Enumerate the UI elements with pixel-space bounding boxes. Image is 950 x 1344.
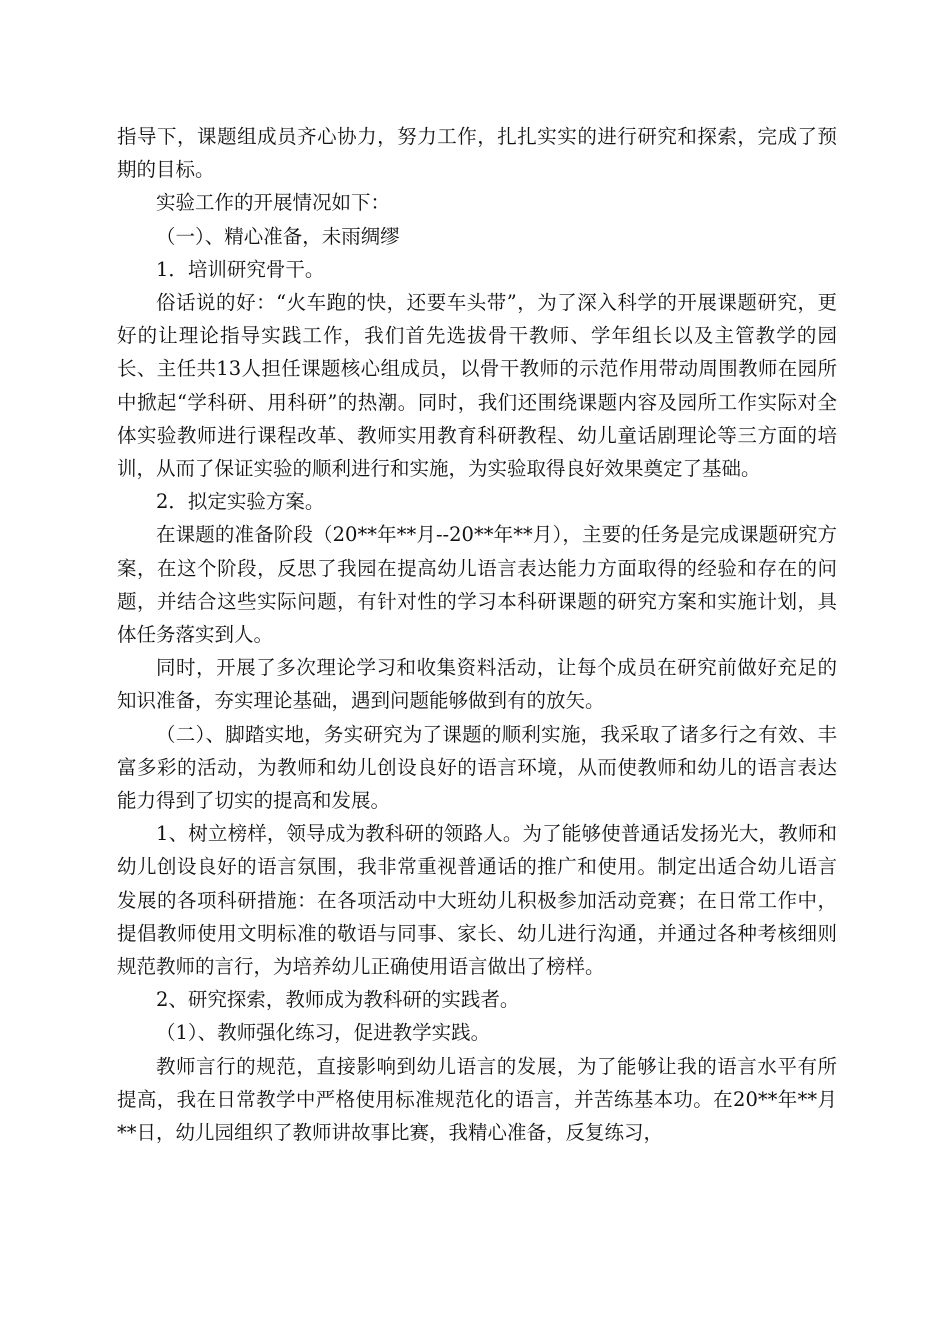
paragraph-theory: 同时，开展了多次理论学习和收集资料活动，让每个成员在研究前做好充足的知识准备，夯实理论基础，遇到问题能够做到有的放矢。 <box>117 656 837 713</box>
paragraph-practice: 教师言行的规范，直接影响到幼儿语言的发展，为了能够让我的语言水平有所提高，我在日常教学中严格使用标准规范化的语言，并苦练基本功。在20**年**月**日，幼儿园组织了教师讲故事比赛，我精心准备，反复练习， <box>117 1054 837 1145</box>
paragraph-training: 俗话说的好：“火车跑的快，还要车头带”，为了深入科学的开展课题研究，更好的让理论指导实践工作，我们首先选拔骨干教师、学年组长以及主管教学的园长、主任共13人担任课题核心组成员，以骨干教师的示范作用带动周围教师在园所中掀起“学科研、用科研”的热潮。同时，我们还围绕课题内容及园所工作实际对全体实验教师进行课程改革、教师实用教育科研教程、幼儿童话剧理论等三方面的培训，从而了保证实验的顺利进行和实施，为实验取得良好效果奠定了基础。 <box>117 291 837 481</box>
paragraph-plan: 在课题的准备阶段（20**年**月--20**年**月），主要的任务是完成课题研究方案，在这个阶段，反思了我园在提高幼儿语言表达能力方面取得的经验和存在的问题，并结合这些实际问题，有针对性的学习本科研课题的研究方案和实施计划，具体任务落实到人。 <box>117 523 837 647</box>
document-body <box>117 120 837 1149</box>
section-heading-1: （一）、精心准备，未雨绸缪 <box>156 224 400 248</box>
subheading-plan: 2．拟定实验方案。 <box>156 490 325 514</box>
paragraph-leadership: 1、树立榜样，领导成为教科研的领路人。为了能够使普通话发扬光大，教师和幼儿创设良好的语言氛围，我非常重视普通话的推广和使用。制定出适合幼儿语言发展的各项科研措施：在各项活动中大班幼儿积极参加活动竞赛；在日常工作中，提倡教师使用文明标准的敬语与同事、家长、幼儿进行沟通，并通过各种考核细则规范教师的言行，为培养幼儿正确使用语言做出了榜样。 <box>117 822 837 979</box>
subheading-research: 2、研究探索，教师成为教科研的实践者。 <box>156 988 520 1012</box>
subheading-training: 1．培训研究骨干。 <box>156 257 325 281</box>
paragraph-1: 指导下，课题组成员齐心协力，努力工作，扎扎实实的进行研究和探索，完成了预期的目标。 <box>117 125 837 182</box>
section-heading-2: （二）、脚踏实地，务实研究为了课题的顺利实施，我采取了诸多行之有效、丰富多彩的活动，为教师和幼儿创设良好的语言环境，从而使教师和幼儿的语言表达能力得到了切实的提高和发展。 <box>117 722 837 813</box>
paragraph-2: 实验工作的开展情况如下： <box>156 191 391 215</box>
subheading-practice: （1）、教师强化练习，促进教学实践。 <box>156 1021 491 1045</box>
